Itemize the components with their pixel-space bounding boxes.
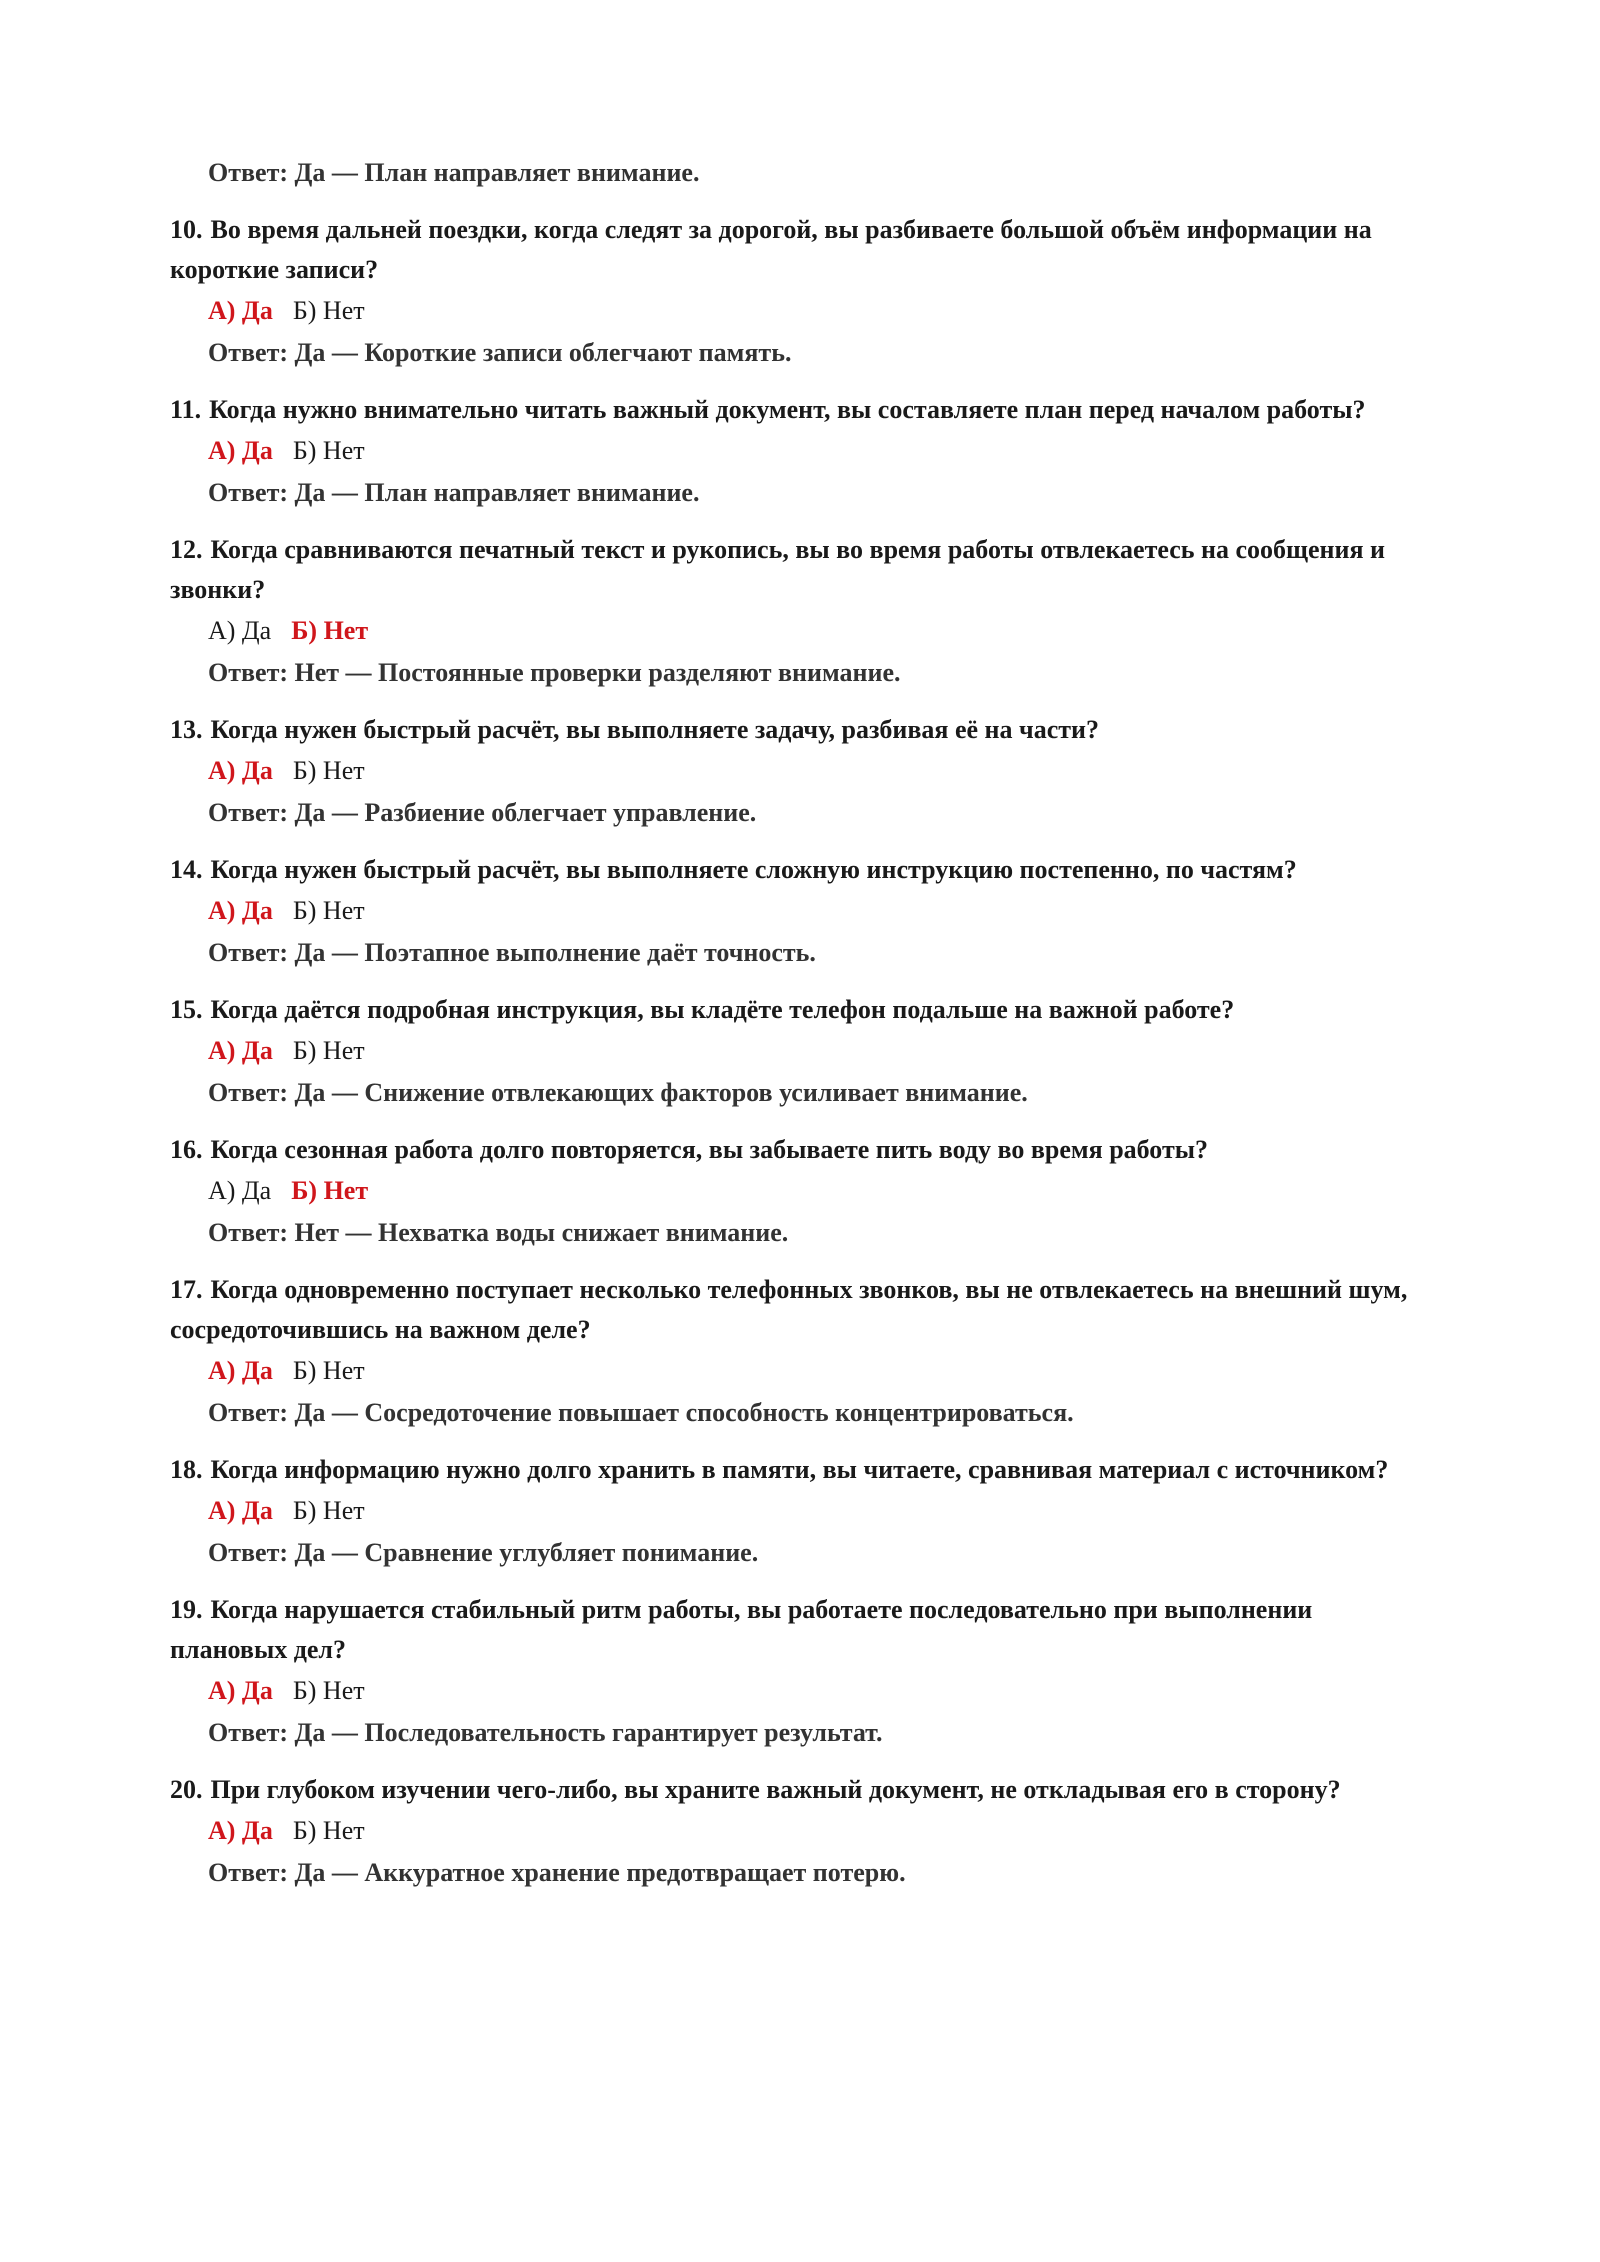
answer-line: Ответ: Да — Последовательность гарантирует результат.: [208, 1718, 883, 1747]
question-body: Когда сезонная работа долго повторяется, вы забываете пить воду во время работы?: [210, 1135, 1209, 1164]
option-b[interactable]: Б) Нет: [292, 436, 365, 465]
question-number: 14.: [170, 855, 203, 884]
question-12: [170, 530, 1430, 694]
question-options: [170, 430, 1430, 472]
answer-line: Ответ: Да — Сравнение углубляет понимание.: [208, 1538, 759, 1567]
question-body: Когда даётся подробная инструкция, вы кладёте телефон подальше на важной работе?: [210, 995, 1235, 1024]
option-a[interactable]: А) Да: [208, 1356, 273, 1385]
question-number: 12.: [170, 535, 203, 564]
question-body: Когда одновременно поступает несколько телефонных звонков, вы не отвлекаетесь на внешний шум, сосредоточившись на важном деле?: [170, 1275, 1408, 1344]
question-number: 20.: [170, 1775, 203, 1804]
answer-line: Ответ: Да — Снижение отвлекающих факторов усиливает внимание.: [208, 1078, 1028, 1107]
question-text: [170, 1130, 1430, 1170]
question-body: Когда информацию нужно долго хранить в памяти, вы читаете, сравнивая материал с источником?: [210, 1455, 1389, 1484]
question-text: [170, 850, 1430, 890]
option-b[interactable]: Б) Нет: [292, 1036, 365, 1065]
question-number: 19.: [170, 1595, 203, 1624]
question-number: 13.: [170, 715, 203, 744]
question-options: [170, 1810, 1430, 1852]
question-number: 10.: [170, 215, 203, 244]
question-body: При глубоком изучении чего-либо, вы храните важный документ, не откладывая его в сторону?: [210, 1775, 1341, 1804]
question-10: [170, 210, 1430, 374]
option-b[interactable]: Б) Нет: [292, 1496, 365, 1525]
question-text: [170, 1450, 1430, 1490]
option-a[interactable]: А) Да: [208, 896, 273, 925]
question-number: 11.: [170, 395, 202, 424]
question-text: [170, 1770, 1430, 1810]
option-b[interactable]: Б) Нет: [292, 1676, 365, 1705]
question-options: [170, 1490, 1430, 1532]
question-body: Когда сравниваются печатный текст и рукопись, вы во время работы отвлекаетесь на сообщения и звонки?: [170, 535, 1386, 604]
answer-line: Ответ: Да — Короткие записи облегчают память.: [208, 338, 792, 367]
option-a[interactable]: А) Да: [208, 756, 273, 785]
answer-line: Ответ: Да — Поэтапное выполнение даёт точность.: [208, 938, 816, 967]
question-options: [170, 750, 1430, 792]
option-b[interactable]: Б) Нет: [292, 756, 365, 785]
question-11: [170, 390, 1430, 514]
question-16: [170, 1130, 1430, 1254]
question-body: Когда нужно внимательно читать важный документ, вы составляете план перед началом работы?: [209, 395, 1366, 424]
option-a[interactable]: А) Да: [208, 1816, 273, 1845]
question-text: [170, 390, 1430, 430]
option-b[interactable]: Б) Нет: [292, 1816, 365, 1845]
answer-line: Ответ: Да — Аккуратное хранение предотвращает потерю.: [208, 1858, 906, 1887]
option-a[interactable]: А) Да: [208, 296, 273, 325]
question-body: Во время дальней поездки, когда следят за дорогой, вы разбиваете большой объём информации на короткие записи?: [170, 215, 1372, 284]
option-a[interactable]: А) Да: [208, 1176, 272, 1205]
question-list: [170, 210, 1430, 1894]
answer-line: Ответ: Да — Разбиение облегчает управление.: [208, 798, 757, 827]
option-a[interactable]: А) Да: [208, 436, 273, 465]
question-17: [170, 1270, 1430, 1434]
answer-line: Ответ: Да — Сосредоточение повышает способность концентрироваться.: [208, 1398, 1074, 1427]
question-text: [170, 990, 1430, 1030]
option-b[interactable]: Б) Нет: [291, 616, 369, 645]
question-body: Когда нужен быстрый расчёт, вы выполняете сложную инструкцию постепенно, по частям?: [210, 855, 1297, 884]
question-body: Когда нужен быстрый расчёт, вы выполняете задачу, разбивая её на части?: [210, 715, 1099, 744]
answer-line-9: Ответ: Да — План направляет внимание.: [208, 158, 700, 187]
question-options: [170, 1030, 1430, 1072]
question-15: [170, 990, 1430, 1114]
question-text: [170, 1270, 1430, 1350]
option-b[interactable]: Б) Нет: [292, 296, 365, 325]
question-text: [170, 710, 1430, 750]
question-14: [170, 850, 1430, 974]
question-options: [170, 1670, 1430, 1712]
question-number: 18.: [170, 1455, 203, 1484]
question-options: [170, 290, 1430, 332]
question-options: [170, 890, 1430, 932]
question-body: Когда нарушается стабильный ритм работы, вы работаете последовательно при выполнении плановых дел?: [170, 1595, 1313, 1664]
option-b[interactable]: Б) Нет: [292, 1356, 365, 1385]
question-20: [170, 1770, 1430, 1894]
question-19: [170, 1590, 1430, 1754]
option-b[interactable]: Б) Нет: [292, 896, 365, 925]
option-a[interactable]: А) Да: [208, 616, 272, 645]
question-text: [170, 210, 1430, 290]
answer-line: Ответ: Нет — Постоянные проверки разделяют внимание.: [208, 658, 901, 687]
question-18: [170, 1450, 1430, 1574]
question-number: 16.: [170, 1135, 203, 1164]
option-a[interactable]: А) Да: [208, 1036, 273, 1065]
question-text: [170, 530, 1430, 610]
question-number: 15.: [170, 995, 203, 1024]
option-a[interactable]: А) Да: [208, 1496, 273, 1525]
question-13: [170, 710, 1430, 834]
document-page: [170, 152, 1430, 1894]
question-text: [170, 1590, 1430, 1670]
question-options: [170, 610, 1430, 652]
question-options: [170, 1170, 1430, 1212]
question-number: 17.: [170, 1275, 203, 1304]
answer-line: Ответ: Нет — Нехватка воды снижает внимание.: [208, 1218, 789, 1247]
question-options: [170, 1350, 1430, 1392]
option-b[interactable]: Б) Нет: [291, 1176, 369, 1205]
answer-line: Ответ: Да — План направляет внимание.: [208, 478, 700, 507]
option-a[interactable]: А) Да: [208, 1676, 273, 1705]
